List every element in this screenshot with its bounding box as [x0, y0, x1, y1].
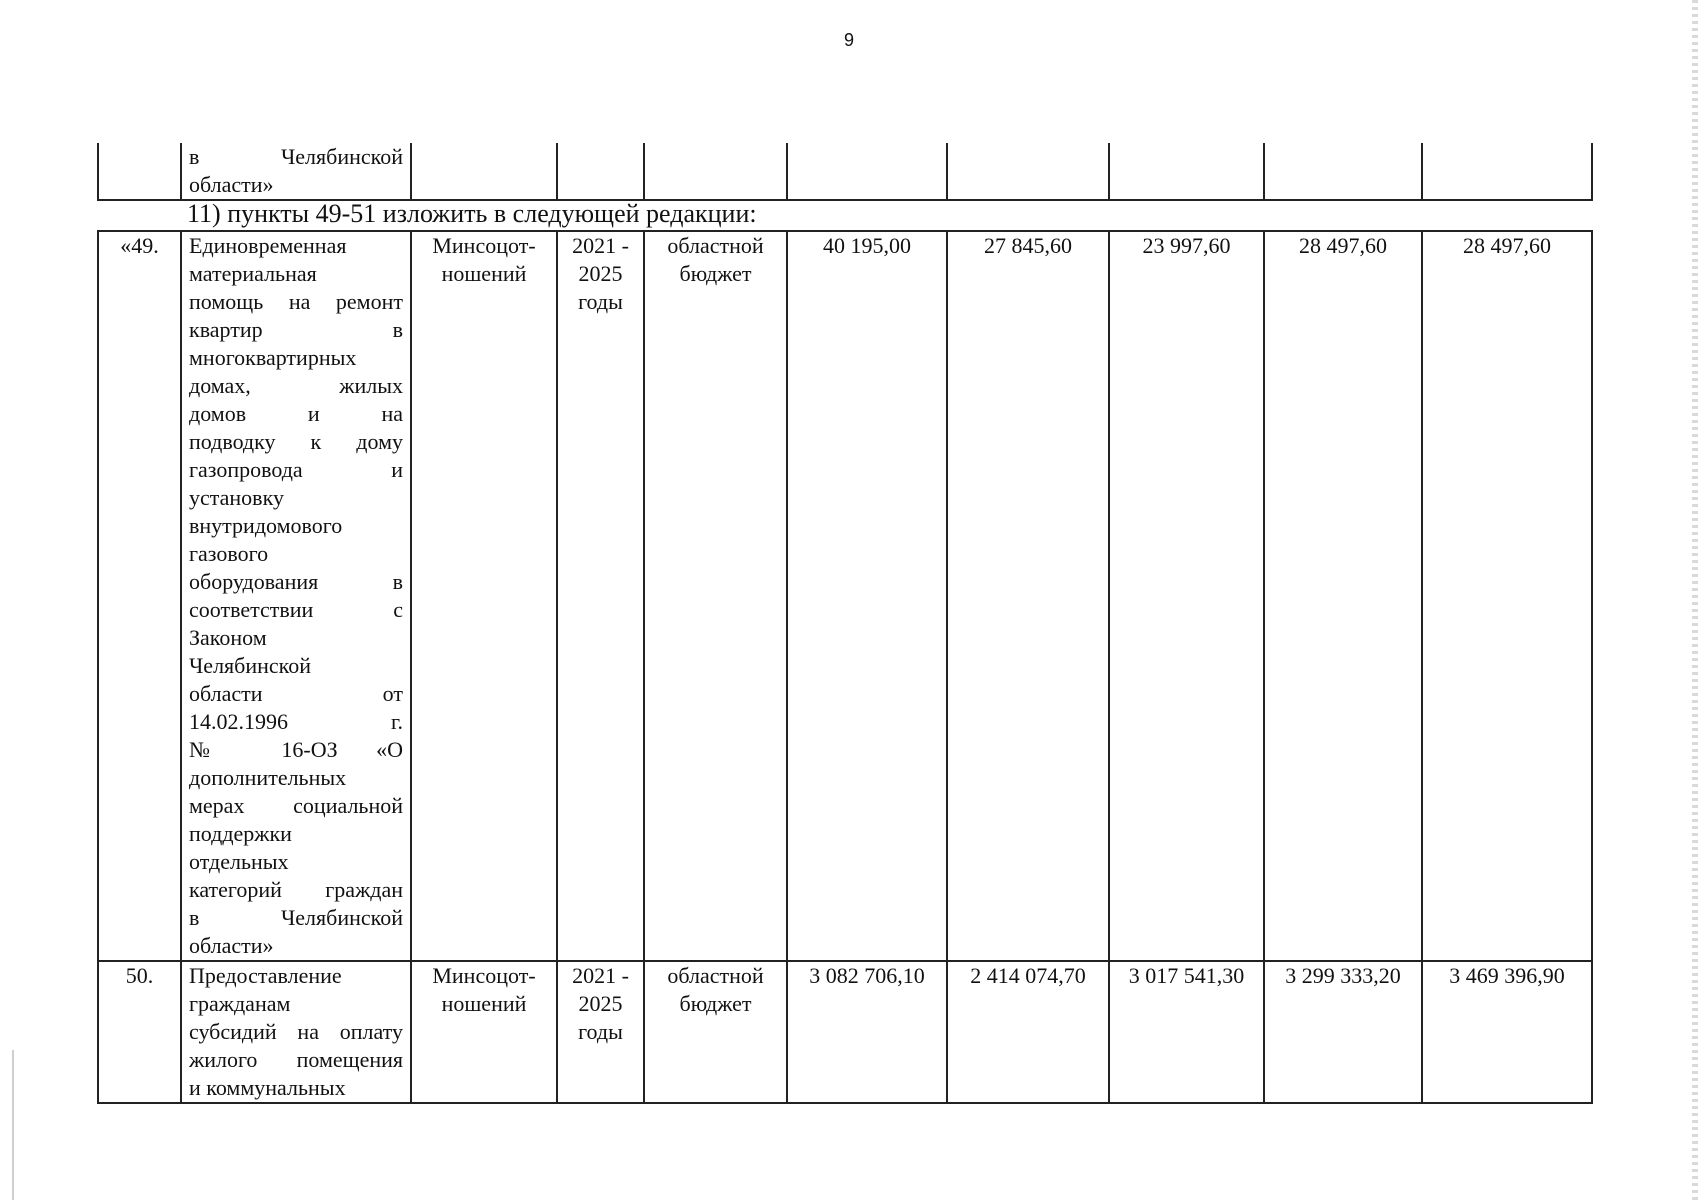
cell-source-line: бюджет: [679, 991, 752, 1016]
name-line: подводку к дому: [189, 429, 403, 454]
cell-executor: [411, 231, 557, 961]
name-line: установку: [189, 485, 284, 510]
cell-period-line: 2025: [578, 991, 623, 1016]
table-row: [98, 961, 1592, 1103]
cell-source-line: областной: [667, 963, 764, 988]
cell-source: [644, 961, 787, 1103]
cell-name: [181, 231, 411, 961]
name-line: области от: [189, 681, 403, 706]
cell-name: [181, 143, 411, 200]
name-line: Челябинской: [189, 653, 312, 678]
name-line: субсидий на оплату: [189, 1019, 403, 1044]
cell-value: [1109, 143, 1264, 200]
name-line: дополнительных: [189, 765, 347, 790]
cell-value: 40 195,00: [787, 231, 947, 961]
name-line: домов и на: [189, 401, 403, 426]
cell-value: 28 497,60: [1422, 231, 1592, 961]
name-line: квартир в: [189, 317, 403, 342]
table-row: [98, 143, 1592, 200]
cell-period-line: 2025: [578, 261, 623, 286]
scan-edge: [12, 1050, 14, 1200]
name-line: области»: [189, 933, 274, 958]
cell-period: [557, 231, 644, 961]
name-line: Законом: [189, 625, 267, 650]
name-line: в Челябинской: [189, 905, 403, 930]
name-line: гражданам: [189, 991, 291, 1016]
cell-period-line: 2021 -: [572, 963, 629, 988]
name-line: жилого помещения: [189, 1047, 403, 1072]
cell-source-line: бюджет: [679, 261, 752, 286]
cell-value: 3 082 706,10: [787, 961, 947, 1103]
name-line: и коммунальных: [189, 1075, 346, 1100]
name-line: отдельных: [189, 849, 289, 874]
name-line: 14.02.1996 г.: [189, 709, 403, 734]
name-line: мерах социальной: [189, 793, 403, 818]
name-line: внутридомового: [189, 513, 343, 538]
name-line: домах, жилых: [189, 373, 403, 398]
cell-period-line: годы: [578, 1019, 623, 1044]
cell-value: [787, 143, 947, 200]
name-line: помощь на ремонт: [189, 289, 403, 314]
table-row: [98, 231, 1592, 961]
cell-executor-line: Минсоцот-: [432, 963, 536, 988]
name-line: поддержки: [189, 821, 292, 846]
measures-table: [97, 230, 1593, 1104]
cell-source: [644, 143, 787, 200]
cell-value: [947, 143, 1109, 200]
cell-value: 3 299 333,20: [1264, 961, 1422, 1103]
cell-num: [98, 143, 181, 200]
cell-value: 3 017 541,30: [1109, 961, 1264, 1103]
cell-num: «49.: [98, 231, 181, 961]
cell-num: 50.: [98, 961, 181, 1103]
name-line: оборудования в: [189, 569, 403, 594]
cell-value: 2 414 074,70: [947, 961, 1109, 1103]
cell-period: [557, 143, 644, 200]
name-line: области»: [189, 172, 274, 197]
cell-value: 23 997,60: [1109, 231, 1264, 961]
name-line: категорий граждан: [189, 877, 403, 902]
scan-edge: [1692, 0, 1698, 1200]
cell-source-line: областной: [667, 233, 764, 258]
cell-period-line: 2021 -: [572, 233, 629, 258]
cell-value: [1264, 143, 1422, 200]
cell-name: [181, 961, 411, 1103]
name-line: № 16-ОЗ «О: [189, 737, 403, 762]
name-line: газопровода и: [189, 457, 403, 482]
cell-value: 27 845,60: [947, 231, 1109, 961]
cell-period: [557, 961, 644, 1103]
cell-executor: [411, 961, 557, 1103]
table-fragment-top: [97, 143, 1593, 201]
cell-executor-line: ношений: [441, 261, 527, 286]
name-line: Единовременная: [189, 233, 347, 258]
page-number: 9: [843, 30, 854, 50]
table-body: [98, 231, 1592, 1103]
cell-executor-line: ношений: [441, 991, 527, 1016]
cell-executor-line: Минсоцот-: [432, 233, 536, 258]
name-line: в Челябинской: [189, 144, 403, 169]
name-line: многоквартирных: [189, 345, 357, 370]
cell-source: [644, 231, 787, 961]
cell-executor: [411, 143, 557, 200]
name-line: соответствии с: [189, 597, 403, 622]
cell-value: 28 497,60: [1264, 231, 1422, 961]
cell-value: 3 469 396,90: [1422, 961, 1592, 1103]
name-line: газового: [189, 541, 269, 566]
name-line: материальная: [189, 261, 317, 286]
cell-value: [1422, 143, 1592, 200]
cell-period-line: годы: [578, 289, 623, 314]
name-line: Предоставление: [189, 963, 342, 988]
amendment-text: 11) пункты 49-51 изложить в следующей редакции:: [187, 199, 757, 228]
